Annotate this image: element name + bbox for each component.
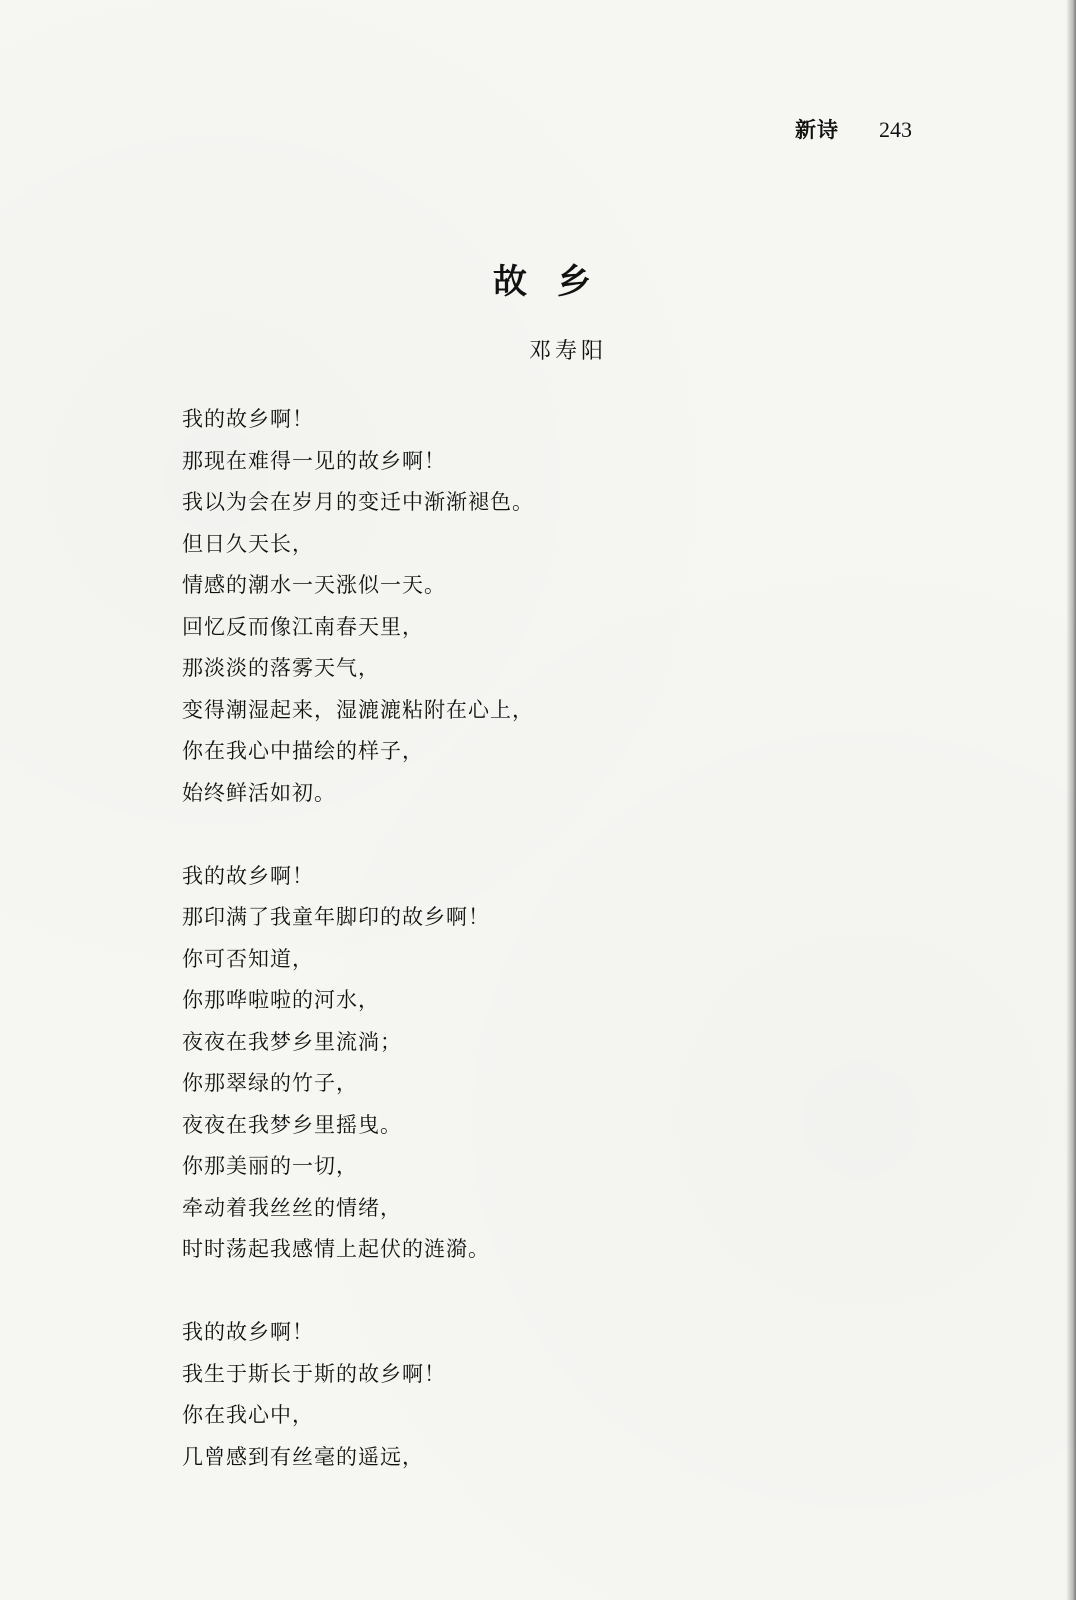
poem-line: 我以为会在岁月的变迁中渐渐褪色。 bbox=[182, 490, 534, 514]
poem-body bbox=[182, 399, 982, 1478]
stanza-break bbox=[182, 1271, 982, 1313]
page-binding-shadow bbox=[1066, 0, 1076, 1600]
poem-author: 邓寿阳 bbox=[528, 339, 607, 364]
stanza-break bbox=[182, 814, 982, 856]
running-head bbox=[795, 114, 912, 144]
poem-line: 我生于斯长于斯的故乡啊！ bbox=[182, 1361, 446, 1386]
poem-line: 那印满了我童年脚印的故乡啊！ bbox=[182, 905, 490, 929]
poem-line: 时时荡起我感情上起伏的涟漪。 bbox=[182, 1237, 490, 1261]
poem-line: 你可否知道， bbox=[182, 946, 314, 971]
poem-title: 故乡 bbox=[493, 262, 621, 302]
poem-line: 你那哗啦啦的河水， bbox=[182, 988, 380, 1012]
poem-line: 几曾感到有丝毫的遥远， bbox=[182, 1444, 424, 1469]
poem-line: 夜夜在我梦乡里流淌； bbox=[182, 1029, 402, 1054]
poem-line: 变得潮湿起来，湿漉漉粘附在心上， bbox=[182, 697, 534, 722]
stanza bbox=[182, 856, 982, 1271]
poem-line: 你那美丽的一切， bbox=[182, 1154, 358, 1178]
stanza bbox=[182, 399, 982, 814]
poem-line: 你在我心中描绘的样子， bbox=[182, 739, 424, 763]
poem-line: 回忆反而像江南春天里， bbox=[182, 614, 424, 639]
poem-line: 情感的潮水一天涨似一天。 bbox=[182, 573, 446, 597]
poem-line: 那现在难得一见的故乡啊！ bbox=[182, 448, 446, 473]
poem-line: 牵动着我丝丝的情绪， bbox=[182, 1195, 402, 1220]
section-name: 新诗 bbox=[795, 118, 839, 142]
poem-line: 但日久天长， bbox=[182, 531, 314, 556]
poem-line: 我的故乡啊！ bbox=[182, 407, 314, 431]
poem-line: 我的故乡啊！ bbox=[182, 863, 314, 888]
stanza bbox=[182, 1312, 982, 1478]
poem-line: 我的故乡啊！ bbox=[182, 1320, 314, 1344]
poem-line: 始终鲜活如初。 bbox=[182, 780, 336, 805]
poem-line: 夜夜在我梦乡里摇曳。 bbox=[182, 1112, 402, 1137]
poem-line: 你在我心中， bbox=[182, 1403, 314, 1427]
poem-line: 那淡淡的落雾天气， bbox=[182, 656, 380, 680]
page-number: 243 bbox=[879, 117, 912, 142]
poem-line: 你那翠绿的竹子， bbox=[182, 1071, 358, 1095]
